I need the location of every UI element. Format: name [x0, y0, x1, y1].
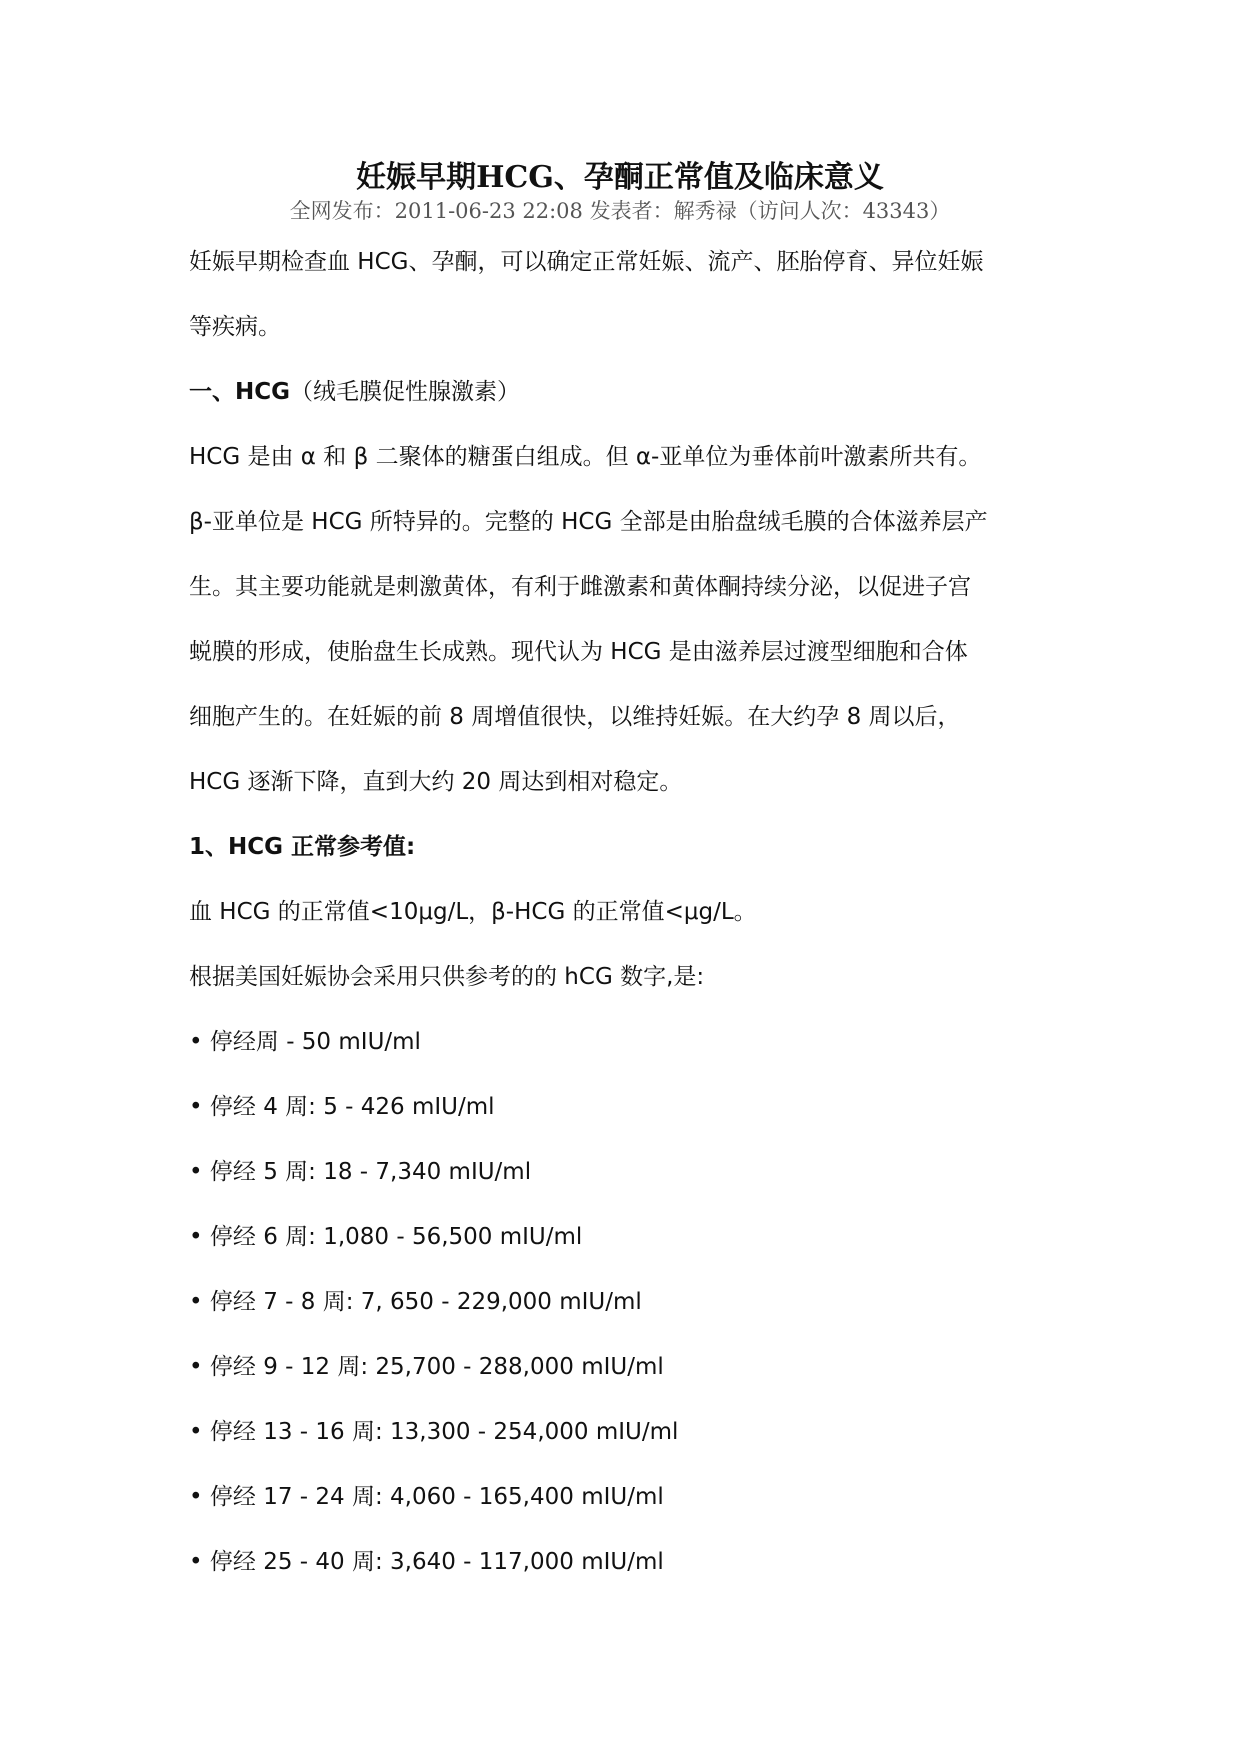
- reference-list-item: • 停经 6 周: 1,080 - 56,500 mIU/ml: [189, 1224, 583, 1250]
- reference-list-item: • 停经 5 周: 18 - 7,340 mIU/ml: [189, 1159, 532, 1185]
- section-heading-note: （绒毛膜促性腺激素）: [290, 379, 521, 405]
- section-heading-main: 一、HCG: [189, 379, 291, 405]
- section-heading-hcg: [189, 378, 520, 406]
- publish-info: 全网发布：2011-06-23 22:08 发表者：解秀禄（访问人次：43343）: [289, 199, 951, 223]
- normal-values-line: 血 HCG 的正常值<10μg/L，β-HCG 的正常值<μg/L。: [189, 899, 757, 925]
- reference-list-item: • 停经 13 - 16 周: 13,300 - 254,000 mIU/ml: [189, 1419, 679, 1445]
- reference-list-item: • 停经 9 - 12 周: 25,700 - 288,000 mIU/ml: [189, 1354, 664, 1380]
- document-title: 妊娠早期HCG、孕酮正常值及临床意义: [356, 160, 884, 195]
- reference-list-item: • 停经 25 - 40 周: 3,640 - 117,000 mIU/ml: [189, 1549, 664, 1575]
- reference-list-item: • 停经 7 - 8 周: 7, 650 - 229,000 mIU/ml: [189, 1289, 642, 1315]
- subsection-heading: 1、HCG 正常参考值:: [189, 834, 416, 860]
- paragraph-line: HCG 逐渐下降，直到大约 20 周达到相对稳定。: [189, 769, 683, 795]
- paragraph-line: HCG 是由 α 和 β 二聚体的糖蛋白组成。但 α-亚单位为垂体前叶激素所共有。: [189, 444, 982, 470]
- paragraph-line: 细胞产生的。在妊娠的前 8 周增值很快，以维持妊娠。在大约孕 8 周以后，: [189, 704, 961, 730]
- paragraph-line: 蜕膜的形成，使胎盘生长成熟。现代认为 HCG 是由滋养层过渡型细胞和合体: [189, 639, 968, 665]
- paragraph-line: 生。其主要功能就是刺激黄体，有利于雌激素和黄体酮持续分泌，以促进子宫: [189, 574, 971, 600]
- paragraph-line: β-亚单位是 HCG 所特异的。完整的 HCG 全部是由胎盘绒毛膜的合体滋养层产: [189, 509, 988, 535]
- reference-list-item: • 停经 4 周: 5 - 426 mIU/ml: [189, 1094, 495, 1120]
- intro-line: 等疾病。: [189, 314, 281, 340]
- intro-line: 妊娠早期检查血 HCG、孕酮，可以确定正常妊娠、流产、胚胎停育、异位妊娠: [189, 249, 984, 275]
- reference-list-item: • 停经周 - 50 mIU/ml: [189, 1029, 421, 1055]
- reference-intro-line: 根据美国妊娠协会采用只供参考的的 hCG 数字,是:: [189, 964, 705, 990]
- reference-list-item: • 停经 17 - 24 周: 4,060 - 165,400 mIU/ml: [189, 1484, 664, 1510]
